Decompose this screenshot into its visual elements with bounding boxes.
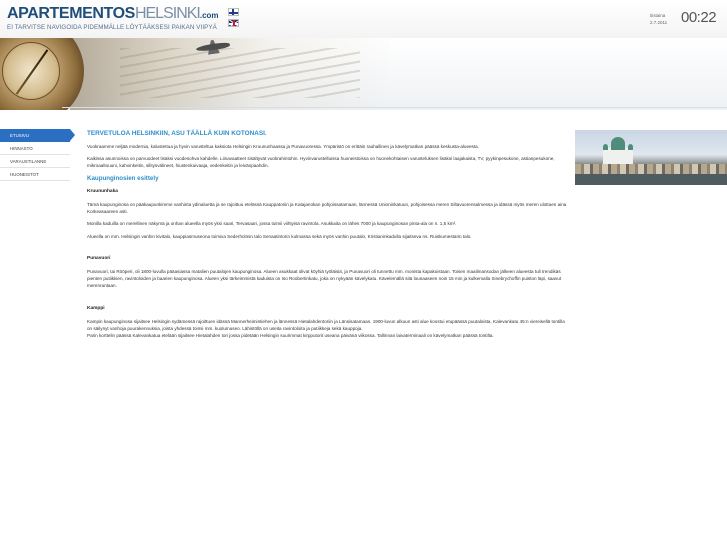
nav-item-varaustilanne[interactable]: VARAUSTILANNE — [0, 155, 70, 168]
logo-text-tld: .com — [199, 11, 219, 20]
clock-display: 00:22 — [681, 9, 717, 26]
punavuori-heading: Punavuori — [87, 255, 111, 261]
header-banner-image — [0, 38, 727, 110]
logo-text-light: HELSINKI — [134, 5, 200, 22]
logo-text-bold: APARTEMENTOS — [7, 5, 135, 22]
kamppi-heading: Kamppi — [87, 305, 105, 311]
nav-item-huoneistot[interactable]: HUONEISTOT — [0, 168, 70, 181]
kamppi-paragraph: Kampin kaupunginosa sijaitsee Helsingin sydämessä rajoittuen idässä Mannerheimintiehen ja lännessä Hietalahdentoriin ja Länsisatamaan. 1900-luvun alkuun asti alue koostui etupäässä puutaloista. Kalevankatu 45:n viereisellä tontilla on säilynyt vanhoja puurakennuksia, joista yhdessä toimii mm. kuolumuseo. Lähistöllä on useita ravintoloita ja putiikkeja sekä kauppoja. — [87, 318, 565, 332]
finnish-flag-icon[interactable] — [228, 8, 239, 16]
site-tagline: EI TARVITSE NAVIGOIDA PIDEMMÄLLE LÖYTÄÄKSESI PAIKAN VIIPYÄ — [7, 24, 217, 31]
kruununhaka-paragraph: Monilla kaduilla on merellinen näkymä ja onhan alueella myös yksi saari, Tervasaari, jossa toimii viihtyisä ravintola. Asukkaita on lähes 7000 ja kaupunginosan pinta-ala on n. 1,5 km². — [87, 221, 457, 227]
nav-item-etusivu[interactable]: ETUSIVU — [0, 129, 70, 142]
date-label: 2.7.2011 — [650, 20, 668, 25]
helsinki-cathedral-photo — [575, 130, 727, 185]
kruununhaka-paragraph: Tämä kaupunginosa on pääkaupunkimme vanhinta ydinaluetta ja se rajoittuu etelässä Kauppatoriin ja Katajanokan pohjoissatamaan, lännessä Unioninkatuun, pohjoisessa meren Siltavuorensalmessa ja idässä myös meren ulottuen aina Korkeasaareen asti. — [87, 202, 567, 215]
site-logo[interactable] — [7, 6, 219, 24]
kruununhaka-heading: Kruununhaka — [87, 188, 118, 194]
compass-icon — [0, 38, 84, 110]
amenities-paragraph: Kaikissa asunnoissa on parvuodeet lisäksi vuodesohva kahdelle. Liinavaatteet sisältyvät vuokrahintohin. Hyvinvarustelluissa huoneistoissa on huonekohtaisen varusteluksen lisäksi laajakaista, TV, pyykinpesukone, astianpesukone, mikroaaltouuni, kahvinkeitin, silitysvälineet, hiustenkuivaaja, vedenkeitin ja leivänpaahdin. — [87, 156, 555, 169]
kamppi-paragraph: Parin korttelin päässä Kalevankatua etelään sijaitsee Hietalahden tori jossa pidetään Helsingin suurimmat kirpputorit useana päivänä viikossa. Tallinnan laivaterminaali on kävelymatkan päässä tontilta. — [87, 333, 494, 339]
districts-heading: Kaupunginosien esittely — [87, 174, 159, 182]
main-content — [87, 130, 569, 344]
date-display — [650, 12, 667, 26]
nav-item-hinnasto[interactable]: HINNASTO — [0, 142, 70, 155]
weekday-label: tiistaina — [650, 13, 666, 18]
uk-flag-icon[interactable] — [228, 19, 239, 27]
intro-paragraph: Vuokraamme neljää modernia, kalustettua ja hyvin varusteltua kaksiota Helsingin Kruununhaassa ja Punavuoressa. Ympäristö on erittäin rauhallinen ja kävelymatkan päässä keskusta-alueesta. — [87, 144, 479, 149]
punavuori-paragraph: Punavuori, tai Rööperi, oli 1800-luvulla pääasiassa matalien puutalojen kaupunginosa. Alueen asukkaat olivat köyhiä työläisiä, ja Punavuori oli tunnettu mm. monista kapakoistaan. Toisen maailmansodan jälkeen alueesta tuli trendikäs pienten putiikkien, ravintoloiden ja baarien kaupunginosa. Alueen yksi tärkeimmistä kaduista on Iso Roobertinkatu, joka on nykyään kävelykatu. Kävelemällä sitä lounaaseen noin 15 min ja kulkemalla Sinebrychoffin puiston läpi, saavut merenrantaan. — [87, 269, 562, 289]
sidebar-nav — [0, 129, 70, 181]
site-header — [0, 0, 727, 38]
kruununhaka-paragraph: Alueella on mm. Helsingin vanhin kivitalo, kauppiasmuseona toimiva Sederholmin talo Senaatintorin kulmassa sekä myös vanhin puutalo, Kristianinkadulla sijaitseva ns. Ruiskumestarin talo. — [87, 233, 472, 239]
welcome-heading: TERVETULOA HELSINKIIN, ASU TÄÄLLÄ KUIN KOTONASI. — [87, 130, 267, 137]
